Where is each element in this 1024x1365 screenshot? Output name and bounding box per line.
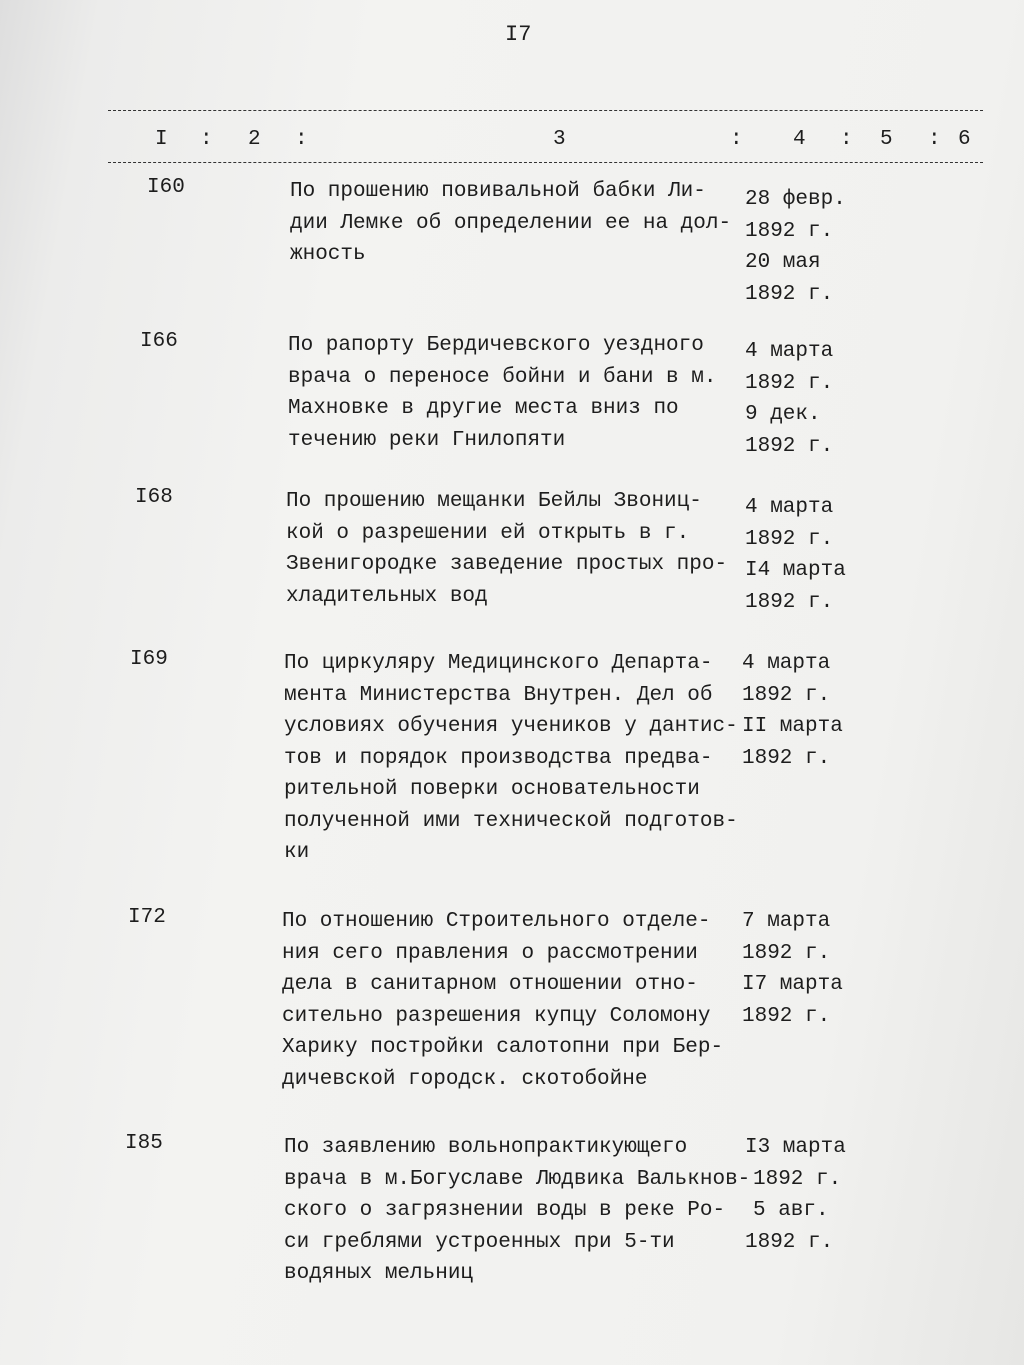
date-line: 28 февр.	[745, 188, 846, 211]
column-header-6: 6	[958, 128, 971, 151]
date-line: 1892 г.	[745, 371, 834, 395]
text-line: течению реки Гнилопяти	[288, 428, 566, 452]
text-line: условиях обучения учеников у дантис-	[284, 715, 738, 738]
date-line: 1892 г.	[745, 434, 834, 458]
entry-number: I66	[140, 330, 178, 353]
date-line: 1892 г.	[745, 527, 834, 551]
table-rule-bottom	[108, 162, 983, 163]
date-line: 4 марта	[745, 340, 834, 363]
entry-description	[288, 330, 716, 456]
text-line: Харику постройки салотопни при Бер-	[282, 1036, 724, 1059]
text-line: мента Министерства Внутрен. Дел об	[284, 683, 713, 707]
text-line: рительной поверки основательности	[284, 778, 700, 801]
column-separator: :	[928, 128, 941, 151]
entry-description	[286, 486, 727, 612]
date-line: I4 марта	[745, 559, 846, 582]
column-separator: :	[840, 128, 853, 151]
date-line: 1892 г.	[753, 1167, 842, 1191]
text-line: По прошению повивальной бабки Ли-	[290, 180, 706, 203]
date-line: 20 мая	[745, 251, 821, 274]
column-header-3: 3	[553, 128, 566, 151]
text-line: По прошению мещанки Бейлы Звониц-	[286, 490, 702, 513]
text-line: водяных мельниц	[284, 1262, 474, 1285]
table-rule-top	[108, 110, 983, 111]
date-line: 1892 г.	[745, 282, 834, 306]
column-separator: :	[200, 128, 213, 151]
text-line: По отношению Строительного отделе-	[282, 910, 711, 933]
column-header-4: 4	[793, 128, 806, 151]
date-line: I3 марта	[745, 1136, 846, 1159]
entry-number: I69	[130, 648, 168, 671]
date-line: 1892 г.	[745, 219, 834, 243]
entry-number: I72	[128, 906, 166, 929]
entry-number: I68	[135, 486, 173, 509]
column-header-1: I	[155, 128, 168, 151]
entry-description	[282, 906, 723, 1095]
date-line: 7 марта	[742, 910, 831, 933]
text-line: полученной ими технической подготов-	[284, 809, 738, 833]
date-line: 4 марта	[745, 496, 834, 519]
text-line: дела в санитарном отношении отно-	[282, 973, 698, 996]
date-line: 1892 г.	[742, 1004, 831, 1028]
text-line: кой о разрешении ей открыть в г.	[286, 521, 690, 545]
text-line: Махновке в другие места вниз по	[288, 397, 679, 420]
text-line: врача в м.Богуславе Людвика Валькнов-	[284, 1167, 751, 1191]
date-line: 9 дек.	[745, 403, 821, 426]
date-line: II марта	[742, 715, 843, 738]
column-separator: :	[730, 128, 743, 151]
entry-dates	[745, 492, 846, 618]
entry-number: I85	[125, 1132, 163, 1155]
entry-dates	[745, 336, 833, 462]
column-header-5: 5	[880, 128, 893, 151]
date-line: 5 авг.	[753, 1199, 829, 1222]
page-number: I7	[505, 22, 532, 47]
date-line: 4 марта	[742, 652, 831, 675]
date-line: 1892 г.	[745, 590, 834, 614]
text-line: Звенигородке заведение простых про-	[286, 553, 728, 576]
text-line: тов и порядок производства предва-	[284, 746, 713, 770]
text-line: хладительных вод	[286, 584, 488, 608]
text-line: дичевской городск. скотобойне	[282, 1067, 648, 1091]
text-line: ки	[284, 841, 310, 864]
date-line: 1892 г.	[745, 1230, 834, 1254]
date-line: 1892 г.	[742, 941, 831, 965]
date-line: 1892 г.	[742, 746, 831, 770]
date-line: 1892 г.	[742, 683, 831, 707]
text-line: сительно разрешения купцу Соломону	[282, 1004, 711, 1028]
entry-dates	[745, 184, 846, 310]
entry-dates	[742, 648, 843, 774]
text-line: жность	[290, 243, 366, 266]
text-line: ского о загрязнении воды в реке Ро-	[284, 1199, 726, 1222]
text-line: ния сего правления о рассмотрении	[282, 941, 698, 965]
column-separator: :	[295, 128, 308, 151]
text-line: По рапорту Бердичевского уездного	[288, 334, 704, 357]
entry-number: I60	[147, 176, 185, 199]
column-header-2: 2	[248, 128, 261, 151]
entry-description	[284, 648, 738, 869]
text-line: си греблями устроенных при 5-ти	[284, 1230, 675, 1254]
entry-dates	[742, 906, 843, 1032]
entry-description	[290, 176, 731, 271]
date-line: I7 марта	[742, 973, 843, 996]
text-line: дии Лемке об определении ее на дол-	[290, 211, 732, 235]
text-line: врача о переносе бойни и бани в м.	[288, 365, 717, 389]
text-line: По заявлению вольнопрактикующего	[284, 1136, 688, 1159]
text-line: По циркуляру Медицинского Департа-	[284, 652, 713, 675]
entry-dates	[745, 1132, 846, 1258]
entry-description	[284, 1132, 750, 1290]
